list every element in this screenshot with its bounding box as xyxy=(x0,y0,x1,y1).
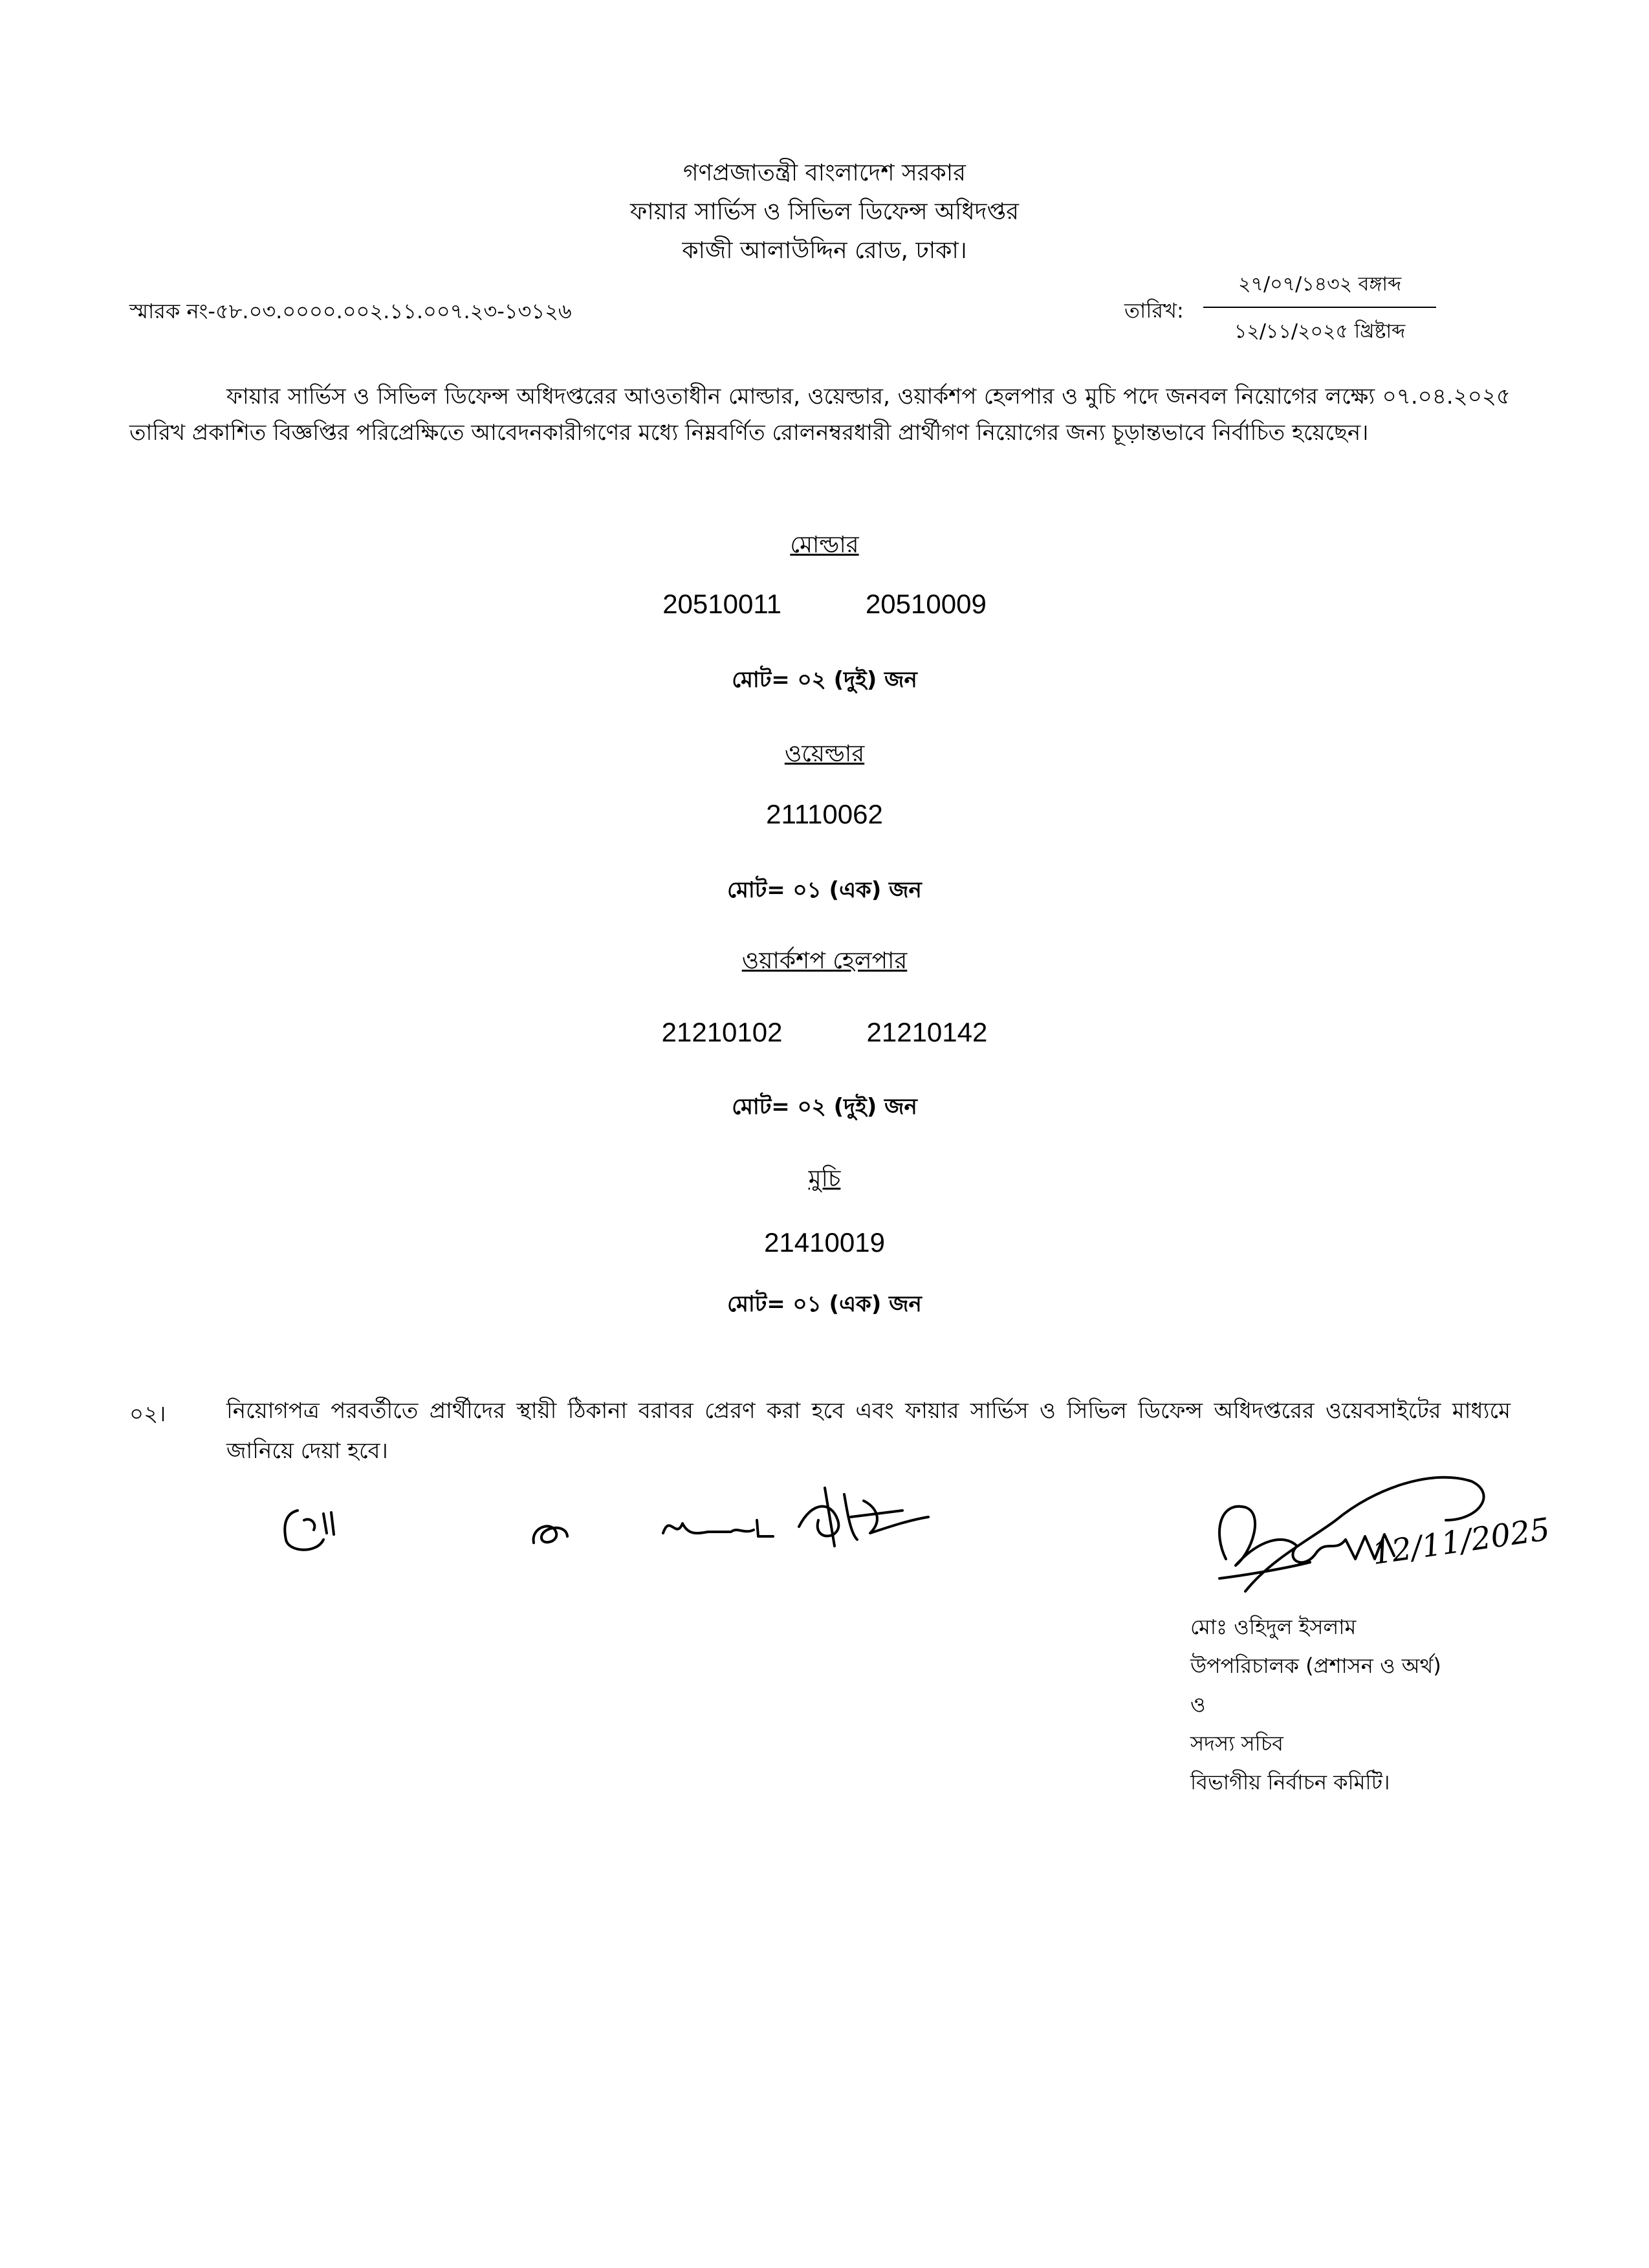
department-name: ফায়ার সার্ভিস ও সিভিল ডিফেন্স অধিদপ্তর xyxy=(630,199,1019,225)
office-address: কাজী আলাউদ্দিন রোড, ঢাকা। xyxy=(682,237,967,264)
section-rolls-workshop-helper xyxy=(0,1017,1649,1048)
roll-number: 21410019 xyxy=(764,1227,885,1258)
signatory-designation: উপপরিচালক (প্রশাসন ও অর্থ) xyxy=(1190,1653,1441,1678)
section-total-welder: মোট= ০১ (এক) জন xyxy=(727,877,922,903)
signatory-block xyxy=(1190,1608,1441,1802)
section-title-workshop-helper: ওয়ার্কশপ হেলপার xyxy=(741,948,908,974)
date-label: তারিখ: xyxy=(1124,298,1184,323)
intro-text: ফায়ার সার্ভিস ও সিভিল ডিফেন্স অধিদপ্তরের আওতাধীন মোল্ডার, ওয়েল্ডার, ওয়ার্কশপ হেলপার ও মুচি পদে জনবল নিয়োগের লক্ষ্যে ০৭.০৪.২০২৫ তারিখ প্রকাশিত বিজ্ঞপ্তির পরিপ্রেক্ষিতে আবেদনকারীগণের মধ্যে নিম্নবর্ণিত রোলনম্বরধারী প্রার্থীগণ নিয়োগের জন্য চূড়ান্তভাবে নির্বাচিত হয়েছেন। xyxy=(129,384,1511,446)
initial-signature-1 xyxy=(278,1501,356,1559)
govt-name: গণপ্রজাতন্ত্রী বাংলাদেশ সরকার xyxy=(683,160,966,186)
roll-number: 21110062 xyxy=(766,799,883,829)
roll-number: 21210102 xyxy=(661,1017,783,1047)
signatory-role: সদস্য সচিব xyxy=(1190,1731,1283,1756)
intro-paragraph xyxy=(129,378,1511,451)
section-total-cobbler: মোট= ০১ (এক) জন xyxy=(727,1291,922,1317)
signatory-and: ও xyxy=(1190,1692,1206,1717)
initial-signature-4 xyxy=(786,1481,935,1553)
signature-date: 12/11/2025 xyxy=(1370,1511,1553,1572)
section-title-cobbler: মুচি xyxy=(808,1166,841,1192)
roll-number: 20510011 xyxy=(662,589,781,619)
section-title-molder: মোল্ডার xyxy=(790,532,859,558)
date-block xyxy=(1203,268,1436,349)
point-2-text: নিয়োগপত্র পরবর্তীতে প্রার্থীদের স্থায়ী ঠিকানা বরাবর প্রেরণ করা হবে এবং ফায়ার সার্ভিস ও সিভিল ডিফেন্স অধিদপ্তরের ওয়েবসাইটের মাধ্যমে জানিয়ে দেয়া হবে। xyxy=(226,1398,1511,1464)
signatory-committee: বিভাগীয় নির্বাচন কমিটি। xyxy=(1190,1770,1390,1794)
section-rolls-welder xyxy=(0,799,1649,830)
point-number: ০২। xyxy=(129,1401,166,1427)
section-total-molder: মোট= ০২ (দুই) জন xyxy=(732,667,917,693)
initial-signature-2 xyxy=(527,1514,579,1553)
section-total-workshop-helper: মোট= ০২ (দুই) জন xyxy=(732,1094,917,1120)
signatory-name: মোঃ ওহিদুল ইসলাম xyxy=(1190,1615,1357,1639)
section-rolls-cobbler xyxy=(0,1227,1649,1258)
date-bangla: ২৭/০৭/১৪৩২ বঙ্গাব্দ xyxy=(1203,268,1436,308)
memo-number: স্মারক নং-৫৮.০৩.০০০০.০০২.১১.০০৭.২৩-১৩১২৬ xyxy=(129,299,572,323)
initial-signature-3 xyxy=(660,1507,783,1546)
roll-number: 20510009 xyxy=(865,589,987,619)
date-english: ১২/১১/২০২৫ খ্রিষ্টাব্দ xyxy=(1234,320,1406,343)
roll-number: 21210142 xyxy=(866,1017,988,1047)
section-rolls-molder xyxy=(0,589,1649,620)
section-title-welder: ওয়েল্ডার xyxy=(784,741,865,767)
